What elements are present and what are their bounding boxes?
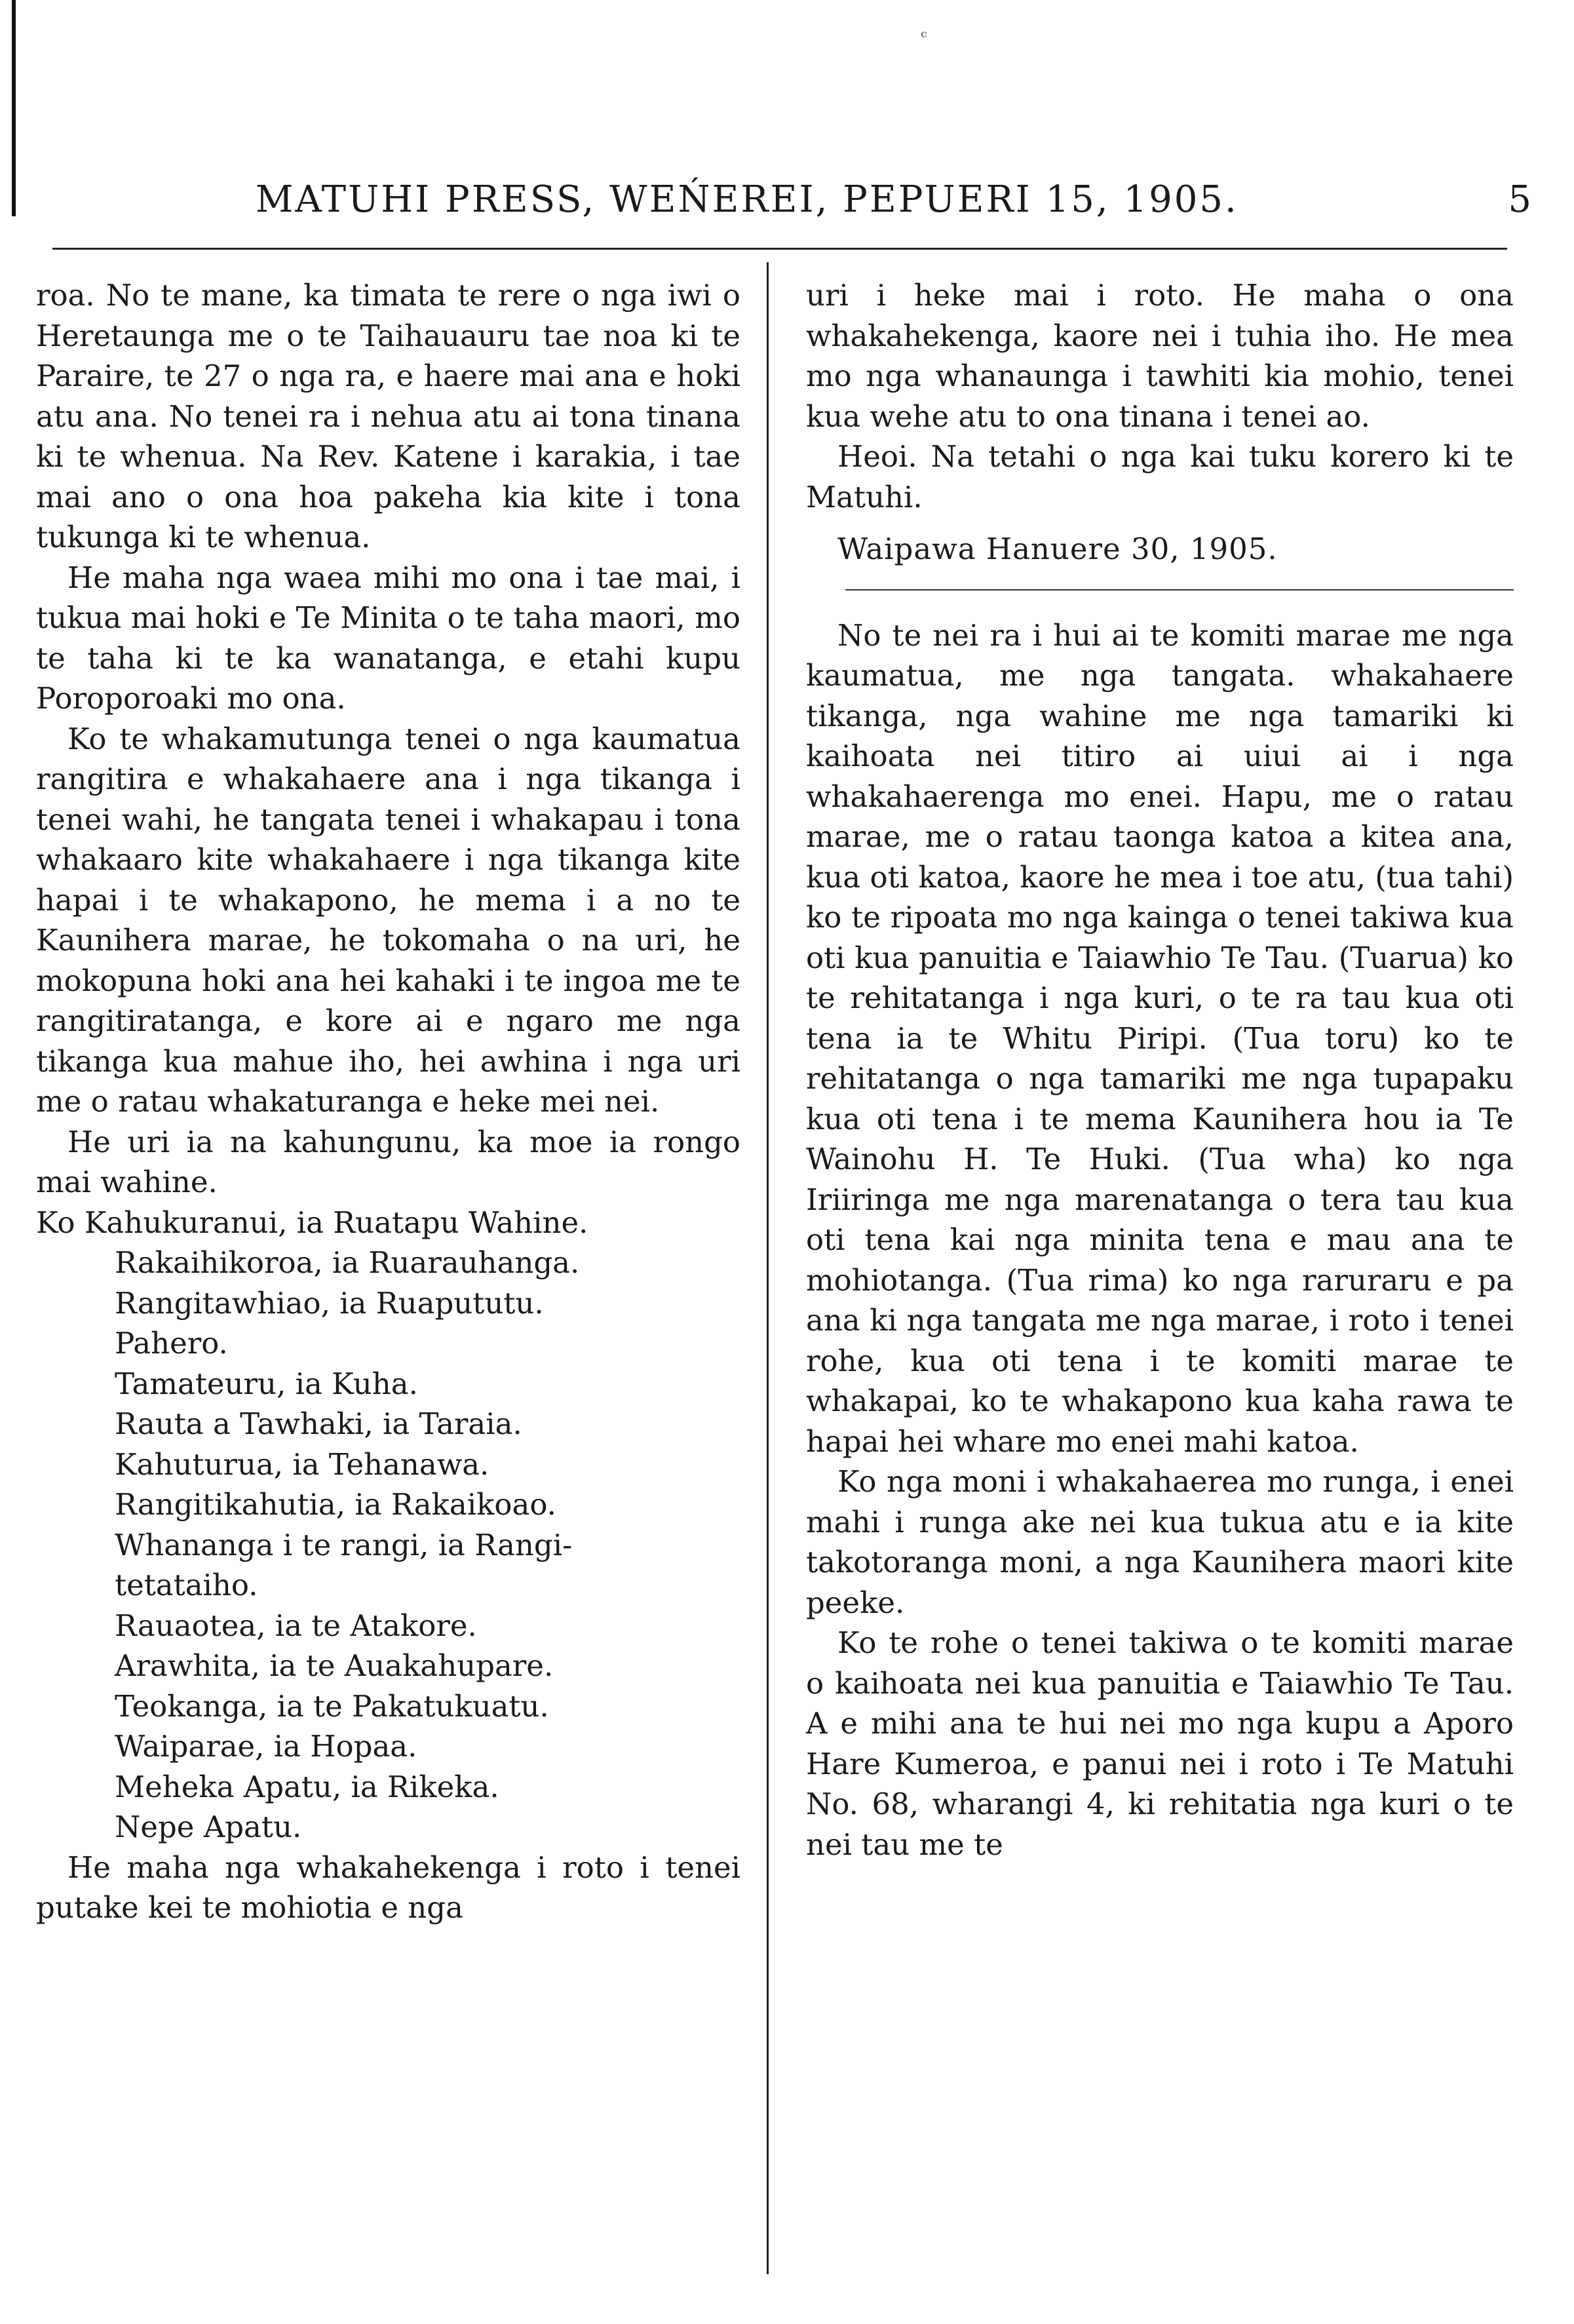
genealogy-line: Nepe Apatu. (115, 1810, 302, 1844)
genealogy-line: Teokanga, ia te Pakatukuatu. (115, 1688, 549, 1724)
genealogy-line: Kahuturua, ia Tehanawa. (115, 1446, 489, 1482)
genealogy-line: Rangitawhiao, ia Ruapututu. (115, 1285, 544, 1321)
header-rule (52, 248, 1507, 250)
running-title: MATUHI PRESS, WEŃEREI, PEPUERI 15, 1905. (256, 178, 1238, 221)
page-number: 5 (1508, 178, 1533, 221)
genealogy-list (36, 1203, 740, 1848)
column-divider (767, 262, 769, 2274)
article-separator (845, 589, 1514, 591)
right-paragraph-2: Heoi. Na tetahi o nga kai tuku korero ki te Matuhi. (806, 439, 1514, 514)
genealogy-line: Whananga i te rangi, ia Rangi- (115, 1527, 573, 1562)
right-paragraph-5: Ko te rohe o tenei takiwa o te komiti marae o kaihoata nei kua panuitia e Taiawhio Te Tau. A e mihi ana te hui nei mo nga kupu a Aporo Hare Kumeroa, e panui nei i roto i Te Matuhi No. 68, wharangi 4, ki rehitatia nga kuri o te nei tau me te (806, 1625, 1514, 1862)
genealogy-line: Pahero. (115, 1326, 228, 1361)
genealogy-line: Rangitikahutia, ia Rakaikoao. (115, 1487, 556, 1522)
left-paragraph-2: He maha nga waea mihi mo ona i tae mai, i tukua mai hoki e Te Minita o te taha maori, mo te taha ki te ka wanatanga, e etahi kupu Poroporoaki mo ona. (36, 560, 740, 716)
genealogy-line: Waiparae, ia Hopaa. (115, 1729, 417, 1764)
left-paragraph-1: roa. No te mane, ka timata te rere o nga iwi o Heretaunga me o te Taihauauru tae noa ki te Paraire, te 27 o nga ra, e haere mai ana e hoki atu ana. No tenei ra i nehua atu ai tona tinana ki te whenua. Na Rev. Katene i karakia, i tae mai ano o ona hoa pakeha kia kite i tona tukunga ki te whenua. (36, 278, 740, 554)
left-paragraph-4: He uri ia na kahungunu, ka moe ia rongo mai wahine. (36, 1124, 740, 1199)
left-paragraph-5: He maha nga whakahekenga i roto i tenei putake kei te mohiotia e nga (36, 1850, 740, 1925)
genealogy-line: Rakaihikoroa, ia Ruarauhanga. (115, 1245, 580, 1280)
right-paragraph-1: uri i heke mai i roto. He maha o ona whakahekenga, kaore nei i tuhia iho. He mea mo nga whanaunga i tawhiti kia mohio, tenei kua wehe atu to ona tinana i tenei ao. (806, 278, 1514, 434)
genealogy-line: Meheka Apatu, ia Rikeka. (115, 1769, 499, 1804)
genealogy-line: Rauta a Tawhaki, ia Taraia. (115, 1406, 522, 1441)
scan-speck: ᶜ (921, 26, 927, 48)
left-paragraph-3: Ko te whakamutunga tenei o nga kaumatua rangitira e whakahaere ana i nga tikanga i tenei wahi, he tangata tenei i whakapau i tona whakaaro kite whakahaere i nga tikanga kite hapai i te whakapono, he mema i a no te Kaunihera marae, he tokomaha o na uri, he mokopuna hoki ana hei kahaki i te ingoa me te rangitiratanga, e kore ai e ngaro me nga tikanga kua mahue iho, hei awhina i nga uri me o ratau whakaturanga e heke mei nei. (36, 721, 740, 1119)
left-column (36, 275, 740, 1928)
genealogy-line: Rauaotea, ia te Atakore. (115, 1608, 477, 1643)
genealogy-line: tetataiho. (115, 1568, 258, 1602)
dateline: Waipawa Hanuere 30, 1905. (837, 532, 1278, 566)
page-header (52, 178, 1533, 231)
scan-edge-line (12, 0, 16, 216)
right-paragraph-4: Ko nga moni i whakahaerea mo runga, i enei mahi i runga ake nei kua tukua atu e ia kite takotoranga moni, a nga Kaunihera maori kite peeke. (806, 1464, 1514, 1620)
genealogy-line: Arawhita, ia te Auakahupare. (115, 1648, 554, 1683)
genealogy-line: Ko Kahukuranui, ia Ruatapu Wahine. (36, 1205, 588, 1240)
right-column (806, 275, 1514, 1865)
right-paragraph-3: No te nei ra i hui ai te komiti marae me nga kaumatua, me nga tangata. whakahaere tikanga, nga wahine me nga tamariki ki kaihoata nei titiro ai uiui ai i nga whakahaerenga mo enei. Hapu, me o ratau marae, me o ratau taonga katoa a kitea ana, kua oti katoa, kaore he mea i toe atu, (tua tahi) ko te ripoata mo nga kainga o tenei takiwa kua oti kua panuitia e Taiawhio Te Tau. (Tuarua) ko te rehitatanga i nga kuri, o te ra tau kua oti tena ia te Whitu Piripi. (Tua toru) ko te rehitatanga o nga tamariki me nga tupapaku kua oti tena i te mema Kaunihera hou ia Te Wainohu H. Te Huki. (Tua wha) ko nga Iriiringa me nga marenatanga o tera tau kua oti tena kai nga minita tena e mau ana te mohiotanga. (Tua rima) ko nga raruraru e pa ana ki nga tangata me nga marae, i roto i tenei rohe, kua oti tena i te komiti marae te whakapai, ko te whakapono kua kaha rawa te hapai hei whare mo enei mahi katoa. (806, 617, 1514, 1459)
genealogy-line: Tamateuru, ia Kuha. (115, 1366, 418, 1401)
